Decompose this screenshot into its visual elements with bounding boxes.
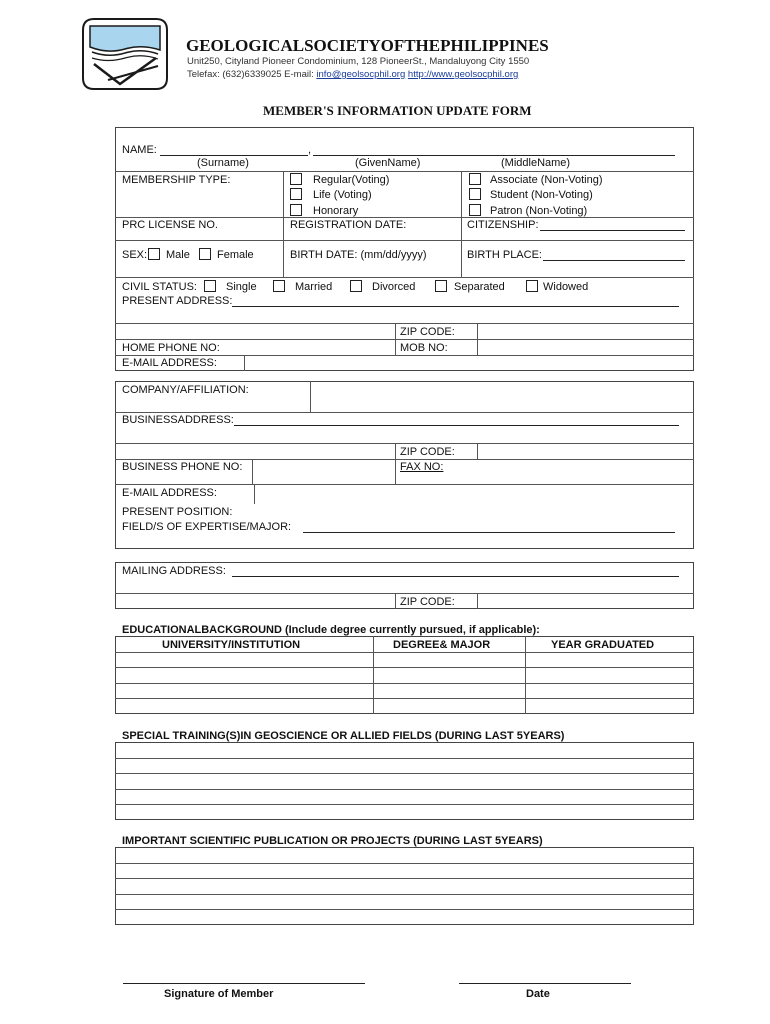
signature-label: Signature of Member bbox=[164, 988, 274, 1000]
education-heading: EDUCATIONALBACKGROUND (Include degree currently pursued, if applicable): bbox=[122, 624, 540, 636]
civil-status-label: CIVIL STATUS: bbox=[122, 281, 197, 293]
sex-label: SEX: bbox=[122, 249, 148, 261]
checkbox-patron[interactable] bbox=[469, 204, 481, 216]
mailing-address-field[interactable] bbox=[232, 576, 679, 577]
expertise-field[interactable] bbox=[303, 532, 675, 533]
email-link[interactable]: info@geolsocphil.org bbox=[316, 69, 406, 80]
checkbox-honorary[interactable] bbox=[290, 204, 302, 216]
mob-no-label: MOB NO: bbox=[400, 342, 448, 354]
membership-type-label: MEMBERSHIP TYPE: bbox=[122, 174, 231, 186]
name-label: NAME: bbox=[122, 144, 157, 156]
checkbox-separated[interactable] bbox=[435, 280, 447, 292]
option-single: Single bbox=[226, 281, 257, 293]
col-year: YEAR GRADUATED bbox=[551, 639, 655, 651]
publications-table[interactable] bbox=[115, 847, 694, 925]
checkbox-married[interactable] bbox=[273, 280, 285, 292]
company-label: COMPANY/AFFILIATION: bbox=[122, 384, 249, 396]
email-label: E-MAIL ADDRESS: bbox=[122, 357, 217, 369]
col-university: UNIVERSITY/INSTITUTION bbox=[162, 639, 301, 651]
business-zip-label: ZIP CODE: bbox=[400, 446, 455, 458]
training-heading: SPECIAL TRAINING(S)IN GEOSCIENCE OR ALLIED FIELDS (DURING LAST 5YEARS) bbox=[122, 730, 565, 742]
website-link[interactable]: http://www.geolsocphil.org bbox=[407, 69, 519, 80]
checkbox-student[interactable] bbox=[469, 188, 481, 200]
option-divorced: Divorced bbox=[372, 281, 416, 293]
option-male: Male bbox=[166, 249, 190, 261]
mailing-zip-label: ZIP CODE: bbox=[400, 596, 455, 608]
option-separated: Separated bbox=[454, 281, 505, 293]
checkbox-life[interactable] bbox=[290, 188, 302, 200]
business-address-label: BUSINESSADDRESS: bbox=[122, 414, 234, 426]
signature-line[interactable] bbox=[123, 983, 365, 984]
business-address-field[interactable] bbox=[234, 425, 679, 426]
publications-heading: IMPORTANT SCIENTIFIC PUBLICATION OR PROJECTS (DURING LAST 5YEARS) bbox=[122, 835, 543, 847]
training-table[interactable] bbox=[115, 742, 694, 820]
date-label: Date bbox=[526, 988, 550, 1000]
birth-date-label: BIRTH DATE: (mm/dd/yyyy) bbox=[290, 249, 427, 261]
prc-license-label: PRC LICENSE NO. bbox=[122, 219, 218, 231]
fax-no-label: FAX NO: bbox=[400, 461, 444, 473]
option-married: Married bbox=[295, 281, 333, 293]
givenname-caption: (GivenName) bbox=[355, 157, 421, 169]
org-name: GEOLOGICALSOCIETYOFTHEPHILIPPINES bbox=[186, 36, 549, 55]
surname-field[interactable] bbox=[160, 155, 308, 156]
date-line[interactable] bbox=[459, 983, 631, 984]
birth-place-label: BIRTH PLACE: bbox=[467, 249, 542, 261]
option-female: Female bbox=[217, 249, 254, 261]
present-address-field[interactable] bbox=[232, 306, 679, 307]
middlename-caption: (MiddleName) bbox=[501, 157, 571, 169]
business-phone-label: BUSINESS PHONE NO: bbox=[122, 461, 243, 473]
mailing-address-label: MAILING ADDRESS: bbox=[122, 565, 226, 577]
society-logo bbox=[80, 16, 170, 92]
option-patron: Patron (Non-Voting) bbox=[490, 205, 588, 217]
org-contact bbox=[187, 68, 518, 81]
option-widowed: Widowed bbox=[543, 281, 589, 293]
registration-date-label: REGISTRATION DATE: bbox=[290, 219, 407, 231]
home-phone-label: HOME PHONE NO: bbox=[122, 342, 220, 354]
form-title: MEMBER'S INFORMATION UPDATE FORM bbox=[263, 103, 532, 118]
given-middle-name-field[interactable] bbox=[313, 155, 675, 156]
citizenship-field[interactable] bbox=[540, 230, 685, 231]
checkbox-regular[interactable] bbox=[290, 173, 302, 185]
checkbox-widowed[interactable] bbox=[526, 280, 538, 292]
option-regular: Regular(Voting) bbox=[313, 174, 390, 186]
surname-caption: (Surname) bbox=[197, 157, 249, 169]
name-comma: , bbox=[308, 144, 312, 156]
option-life: Life (Voting) bbox=[313, 189, 372, 201]
citizenship-label: CITIZENSHIP: bbox=[467, 219, 539, 231]
option-associate: Associate (Non-Voting) bbox=[490, 174, 603, 186]
checkbox-female[interactable] bbox=[199, 248, 211, 260]
org-address: Unit250, Cityland Pioneer Condominium, 128 PioneerSt., Mandaluyong City 1550 bbox=[187, 56, 530, 67]
telefax-text: Telefax: (632)6339025 E-mail: bbox=[187, 69, 317, 80]
present-address-label: PRESENT ADDRESS: bbox=[122, 295, 233, 307]
zip-code-label: ZIP CODE: bbox=[400, 326, 455, 338]
checkbox-divorced[interactable] bbox=[350, 280, 362, 292]
birth-place-field[interactable] bbox=[543, 260, 685, 261]
option-honorary: Honorary bbox=[313, 205, 359, 217]
checkbox-associate[interactable] bbox=[469, 173, 481, 185]
checkbox-male[interactable] bbox=[148, 248, 160, 260]
business-email-label: E-MAIL ADDRESS: bbox=[122, 487, 217, 499]
col-degree: DEGREE& MAJOR bbox=[393, 639, 491, 651]
present-position-label: PRESENT POSITION: bbox=[122, 506, 233, 518]
option-student: Student (Non-Voting) bbox=[490, 189, 593, 201]
checkbox-single[interactable] bbox=[204, 280, 216, 292]
expertise-label: FIELD/S OF EXPERTISE/MAJOR: bbox=[122, 521, 292, 533]
